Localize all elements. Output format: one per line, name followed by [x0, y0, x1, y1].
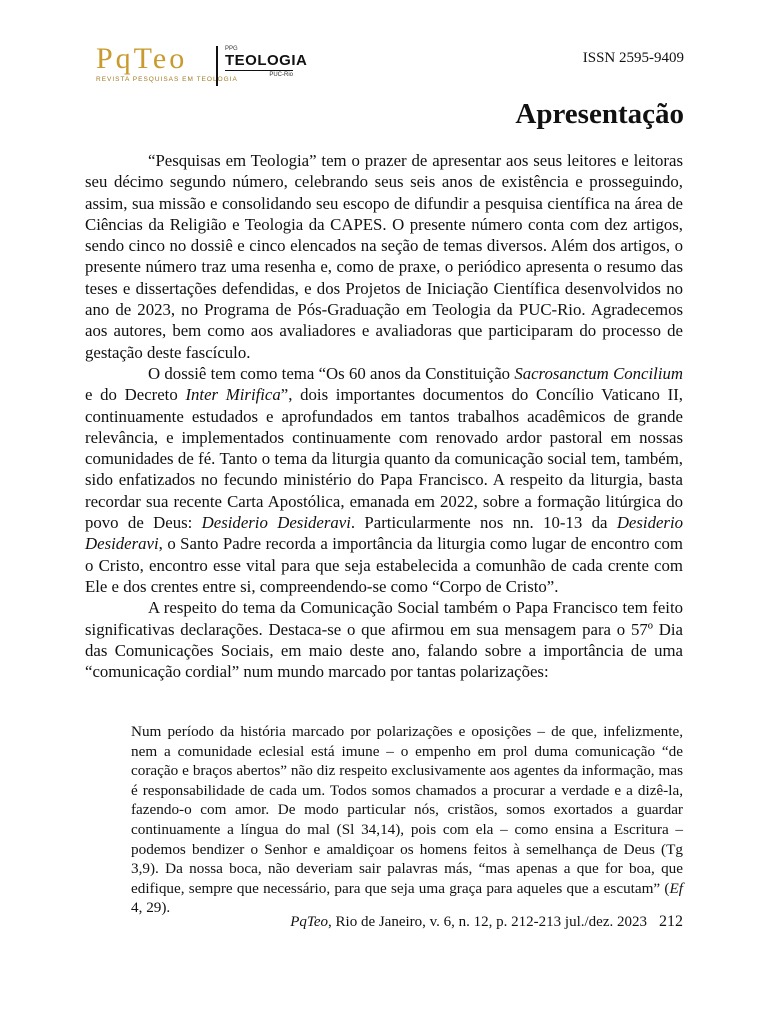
paragraph-2 [85, 363, 683, 597]
quote-text: Num período da história marcado por polarizações e oposições – de que, infelizmente, nem a comunidade eclesial está imune – o empenho em prol duma comunicação “de coração e braços abertos” não diz respeito exclusivamente aos agentes da informação, mas é responsabilidade de cada um. Todos somos chamados a procurar a verdade e a dizê-la, fazendo-o com amor. De modo particular nós, cristãos, somos exortados a guardar continuamente a língua do mal (Sl 34,14), pois com ela – como ensina a Escritura – podemos bendizer o Senhor e amaldiçoar os homens feitos à semelhança de Deus (Tg 3,9). Da nossa boca, não deveriam sair palavras más, “mas apenas a que for boa, que edifique, sempre que necessário, para que seja uma graça para aqueles que a escutam” ( [131, 723, 683, 897]
footer-journal: PqTeo [290, 914, 329, 930]
text-span: O dossiê tem como tema “Os 60 anos da Constituição [148, 363, 515, 383]
text-span: . Particularmente nos nn. 10-13 da [350, 513, 617, 533]
italic-title: Inter Mirifica [185, 385, 281, 405]
page-footer [290, 913, 683, 931]
footer-citation: , Rio de Janeiro, v. 6, n. 12, p. 212-213 jul./dez. 2023 [328, 914, 647, 930]
ppg-institution: PUC-Rio [269, 72, 293, 78]
text-span: e do Decreto [85, 385, 186, 405]
paragraph-1: “Pesquisas em Teologia” tem o prazer de apresentar aos seus leitores e leitoras seu décimo segundo número, celebrando seus seis anos de existência e prosseguindo, assim, sua missão e consolidando seu escopo de difundir a pesquisa científica na área de Ciências da Religião e Teologia da CAPES. O presente número conta com dez artigos, sendo cinco no dossiê e cinco elencados na seção de temas diversos. Além dos artigos, o presente número traz uma resenha e, como de praxe, o periódico apresenta o resumo das teses e dissertações defendidas, e dos Projetos de Iniciação Científica desenvolvidos no ano de 2023, no Programa de Pós-Graduação em Teologia da PUC-Rio. Agradecemos aos autores, bem como aos avaliadores e avaliadoras que participaram do processo de gestação deste fascículo. [85, 151, 683, 362]
ppg-teologia-logo [216, 46, 307, 86]
italic-title: Desiderio Desideravi [201, 513, 351, 533]
text-span: , o Santo Padre recorda a importância da liturgia como lugar de encontro com o Cristo, encontro esse vital para que seja estabelecida a comunhão de cada crente com Ele e dos crentes entre si, compreendendo-se como “Corpo de Cristo”. [85, 534, 683, 596]
ppg-program-name: TEOLOGIA [225, 52, 308, 69]
italic-reference: Ef [669, 879, 683, 897]
page-number: 212 [659, 913, 683, 930]
quote-text: 4, 29). [131, 899, 171, 917]
block-quote [131, 722, 683, 918]
text-span: ”, dois importantes documentos do Concílio Vaticano II, continuamente estudados e aprofundados em tantos trabalhos acadêmicos de grande relevância, e implementados continuamente com renovado ardor pastoral em nossas comunidades de fé. Tanto o tema da liturgia quanto da comunicação social tem, também, sido enfatizados no fecundo ministério do Papa Francisco. A respeito da liturgia, basta recordar sua recente Carta Apostólica, emanada em 2022, sobre a formação litúrgica do povo de Deus: [85, 385, 683, 533]
logo-subtitle: REVISTA PESQUISAS EM TEOLOGIA [96, 76, 238, 83]
italic-title: Sacrosanctum Concilium [514, 363, 683, 383]
ppg-label: PPG [225, 46, 238, 52]
paragraph-3: A respeito do tema da Comunicação Social também o Papa Francisco tem feito significativas declarações. Destaca-se o que afirmou em sua mensagem para o 57º Dia das Comunicações Sociais, em maio deste ano, falando sobre a importância de uma “comunicação cordial” num mundo marcado por tantas polarizações: [85, 598, 683, 682]
logo-wordmark: PqTeo [96, 42, 188, 75]
ppg-divider [225, 70, 293, 71]
italic-title: Desiderio Desideravi [85, 513, 683, 554]
issn: ISSN 2595-9409 [582, 50, 684, 66]
article-body [85, 150, 683, 682]
page-title: Apresentação [515, 98, 684, 130]
